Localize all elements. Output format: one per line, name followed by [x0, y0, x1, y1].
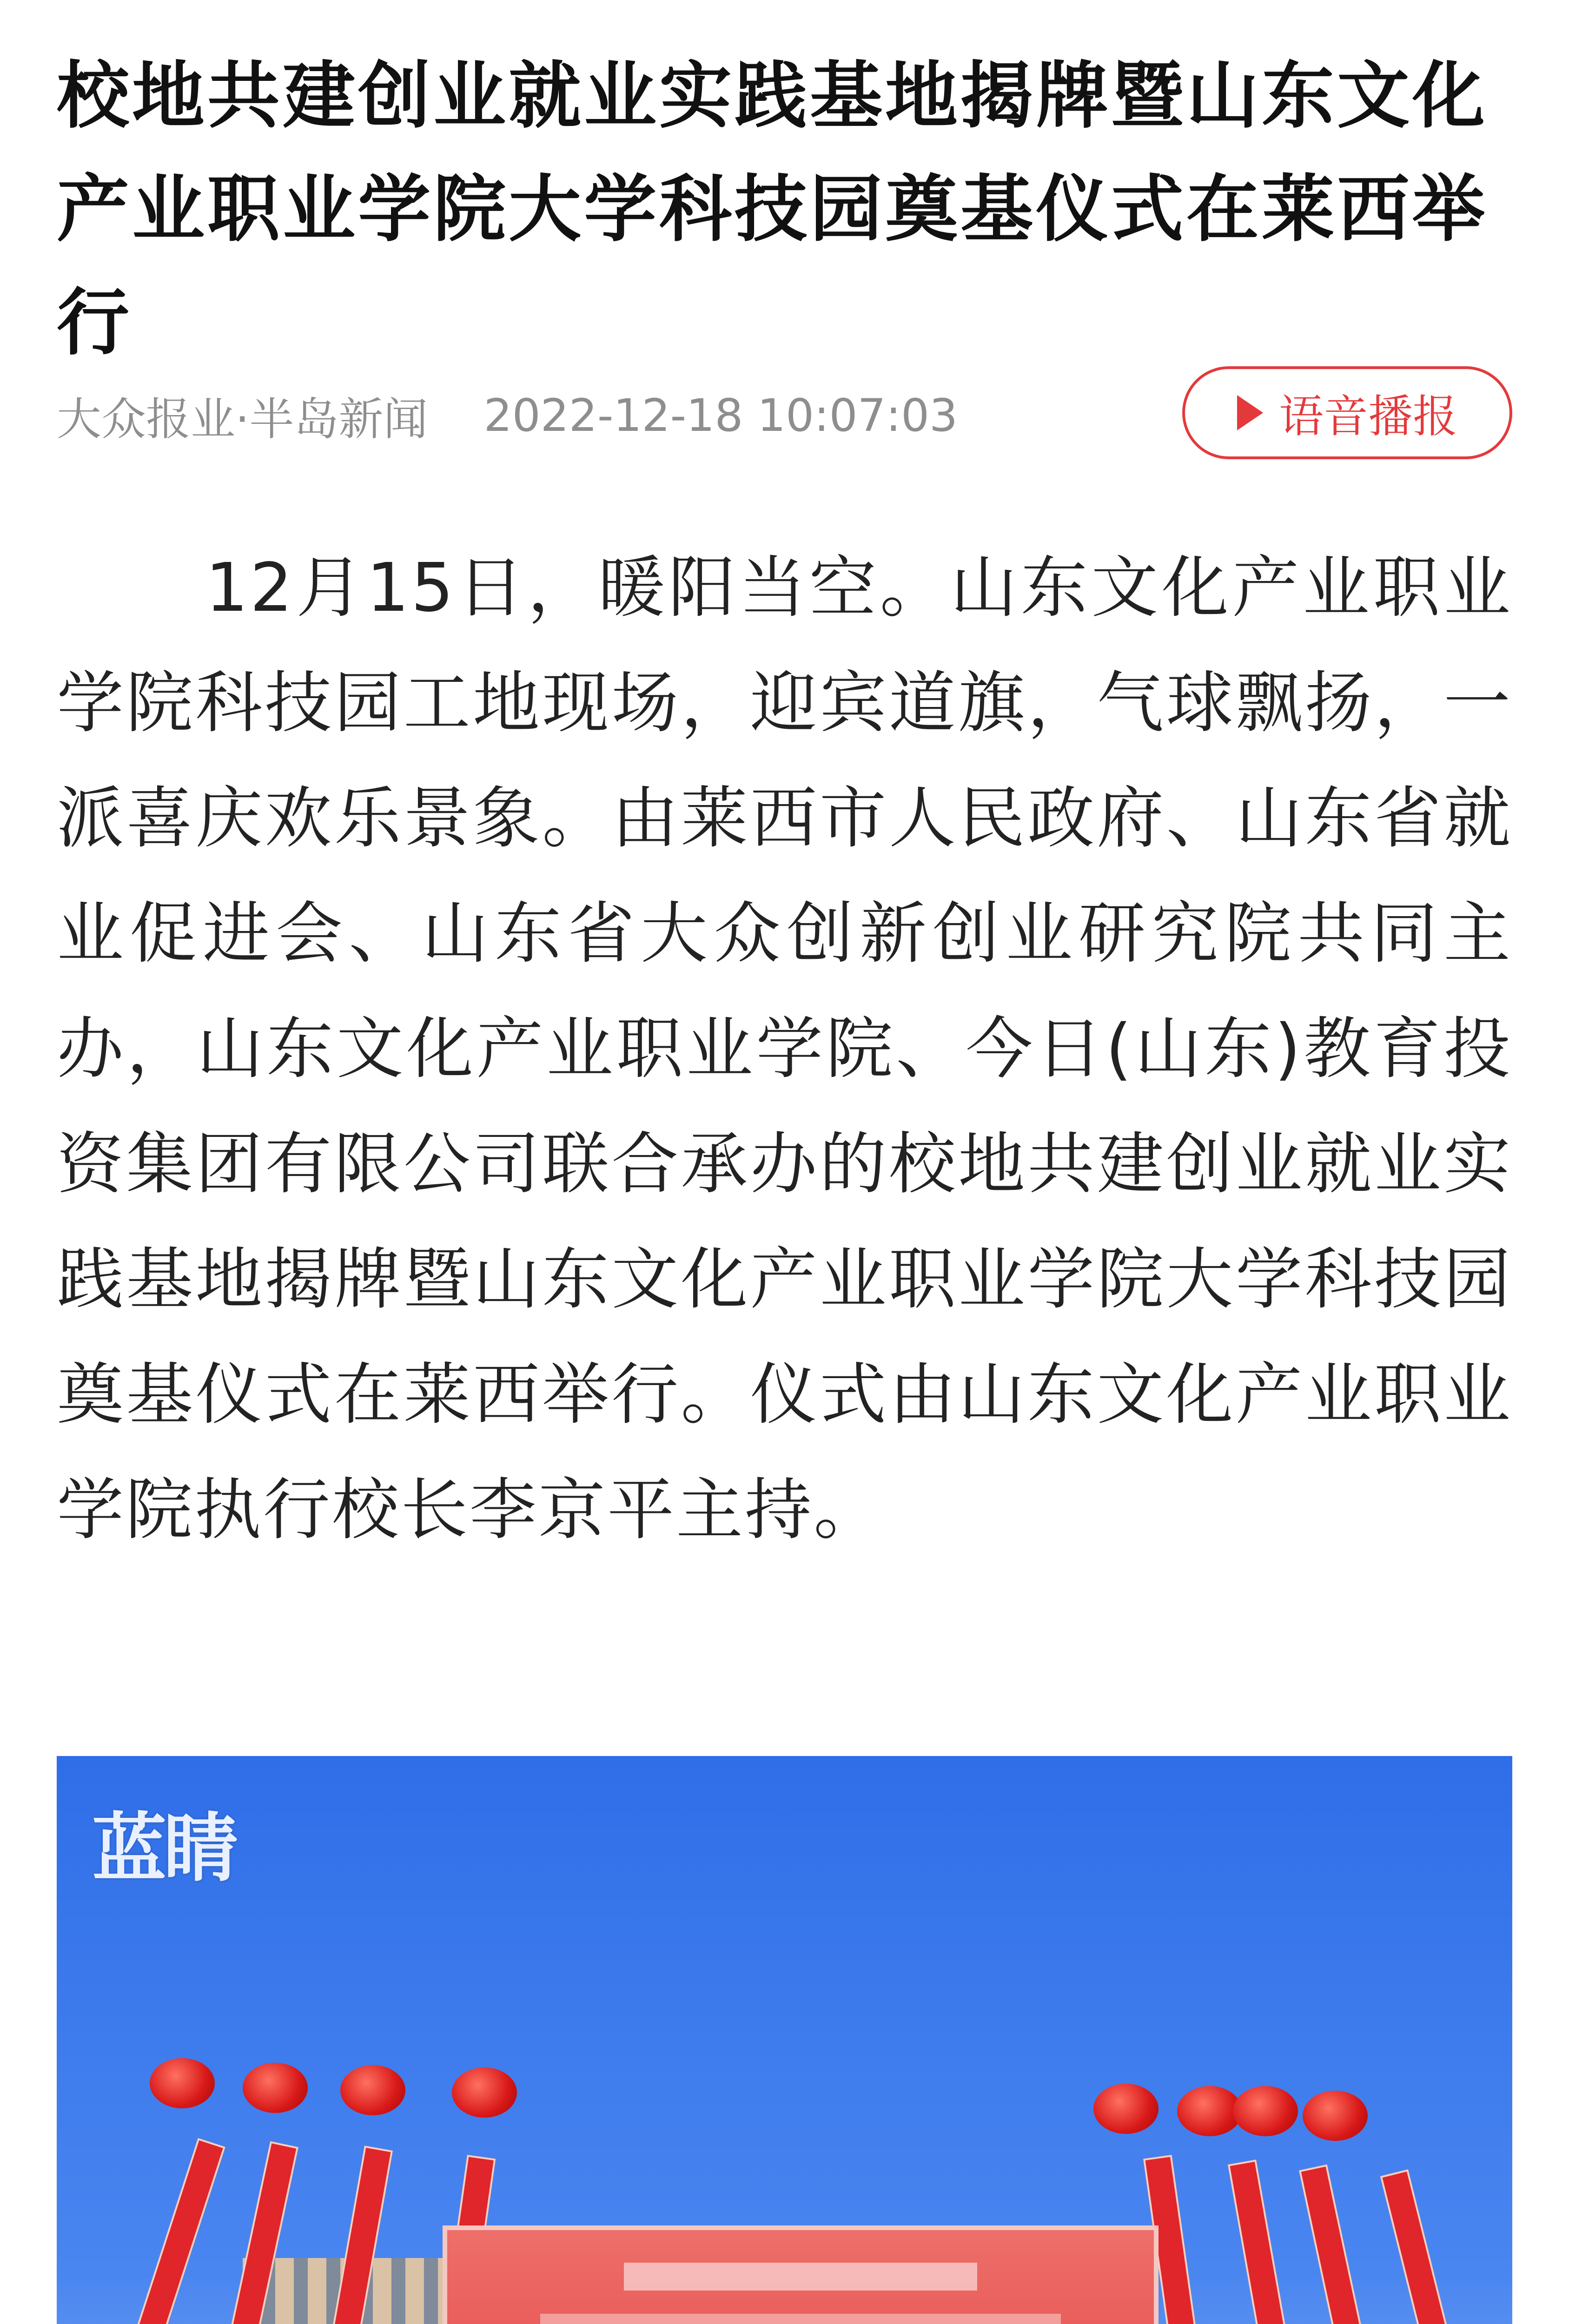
photo-backdrop: [443, 2225, 1159, 2324]
red-balloon: [150, 2058, 215, 2108]
red-balloon: [1093, 2084, 1159, 2134]
article-photo[interactable]: [57, 1756, 1512, 2324]
photo-streamer: [1228, 2159, 1295, 2324]
play-icon: [1237, 395, 1263, 430]
red-balloon: [1177, 2086, 1242, 2136]
photo-streamer: [1299, 2165, 1372, 2324]
photo-streamer: [131, 2138, 225, 2324]
red-balloon: [1303, 2091, 1368, 2141]
photo-streamer: [1380, 2169, 1459, 2324]
red-balloon: [243, 2063, 308, 2113]
article-source[interactable]: 大众报业·半岛新闻: [57, 393, 428, 445]
audio-play-label: 语音播报: [1279, 390, 1457, 442]
article-title: 校地共建创业就业实践基地揭牌暨山东文化产业职业学院大学科技园奠基仪式在莱西举行: [57, 53, 1488, 365]
article-body: 12月15日，暖阳当空。山东文化产业职业学院科技园工地现场，迎宾道旗，气球飘扬，一派喜庆欢乐景象。由莱西市人民政府、山东省就业促进会、山东省大众创新创业研究院共同主办，山东文化产业职业学院、今日(山东)教育投资集团有限公司联合承办的校地共建创业就业实践基地揭牌暨山东文化产业职业学院大学科技园奠基仪式在莱西举行。仪式由山东文化产业职业学院执行校长李京平主持。: [57, 548, 1512, 1549]
photo-watermark: 蓝睛: [92, 1805, 236, 1892]
red-balloon: [1233, 2086, 1298, 2136]
article-datetime: 2022-12-18 10:07:03: [483, 390, 958, 442]
red-balloon: [452, 2067, 517, 2118]
red-balloon: [340, 2065, 405, 2115]
audio-play-button[interactable]: [1182, 366, 1512, 459]
